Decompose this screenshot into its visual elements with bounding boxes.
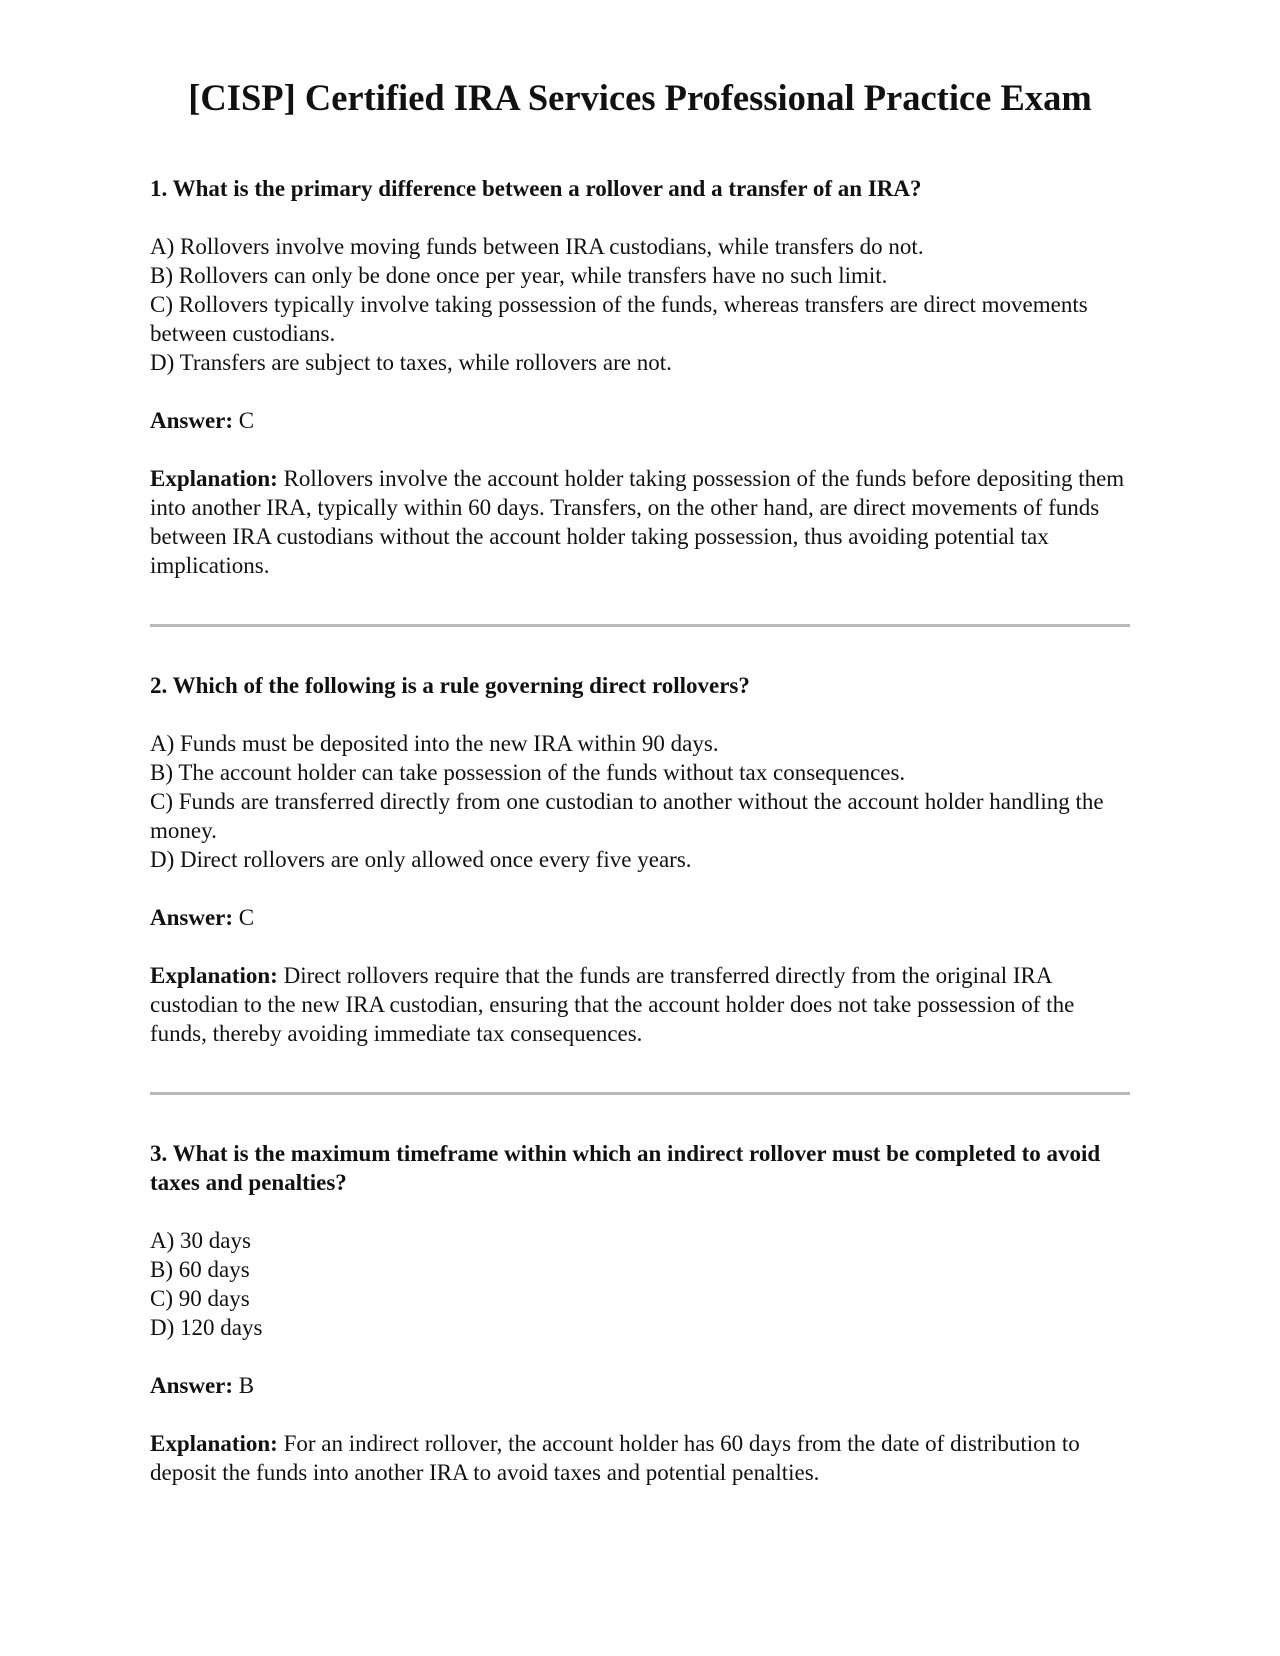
answer-line <box>150 1371 1130 1400</box>
section-divider <box>150 1092 1130 1095</box>
explanation <box>150 1429 1130 1487</box>
answer-label: Answer: <box>150 408 234 433</box>
option-c: C) 90 days <box>150 1286 250 1311</box>
explanation <box>150 961 1130 1048</box>
question-2 <box>150 671 1130 1048</box>
option-c: C) Rollovers typically involve taking possession of the funds, whereas transfers are direct movements between custodians. <box>150 292 1088 346</box>
option-c: C) Funds are transferred directly from one custodian to another without the account holder handling the money. <box>150 789 1104 843</box>
answer-line <box>150 406 1130 435</box>
option-a: A) Rollovers involve moving funds between IRA custodians, while transfers do not. <box>150 234 924 259</box>
question-3 <box>150 1139 1130 1487</box>
option-b: B) The account holder can take possession of the funds without tax consequences. <box>150 760 906 785</box>
question-text: 2. Which of the following is a rule governing direct rollovers? <box>150 673 750 698</box>
option-d: D) Transfers are subject to taxes, while rollovers are not. <box>150 350 672 375</box>
answer-line <box>150 903 1130 932</box>
option-a: A) Funds must be deposited into the new IRA within 90 days. <box>150 731 719 756</box>
answer-value: C <box>238 905 255 930</box>
option-b: B) 60 days <box>150 1257 250 1282</box>
answer-value: C <box>238 408 255 433</box>
page-title: [CISP] Certified IRA Services Professional Practice Exam <box>188 77 1092 118</box>
answer-value: B <box>238 1373 255 1398</box>
answer-options <box>150 729 1130 874</box>
explanation <box>150 464 1130 580</box>
question-text: 1. What is the primary difference between a rollover and a transfer of an IRA? <box>150 176 922 201</box>
explanation-label: Explanation: <box>150 466 278 491</box>
explanation-text: For an indirect rollover, the account holder has 60 days from the date of distribution to deposit the funds into another IRA to avoid taxes and potential penalties. <box>150 1431 1080 1485</box>
question-text: 3. What is the maximum timeframe within which an indirect rollover must be completed to avoid taxes and penalties? <box>150 1141 1101 1195</box>
explanation-text: Direct rollovers require that the funds are transferred directly from the original IRA custodian to the new IRA custodian, ensuring that the account holder does not take possession of the funds, thereby avoiding immediate tax consequences. <box>150 963 1075 1046</box>
explanation-label: Explanation: <box>150 963 278 988</box>
option-d: D) 120 days <box>150 1315 263 1340</box>
explanation-label: Explanation: <box>150 1431 278 1456</box>
option-d: D) Direct rollovers are only allowed once every five years. <box>150 847 692 872</box>
option-a: A) 30 days <box>150 1228 251 1253</box>
answer-label: Answer: <box>150 905 234 930</box>
explanation-text: Rollovers involve the account holder taking possession of the funds before depositing them into another IRA, typically within 60 days. Transfers, on the other hand, are direct movements of funds between IRA custodians without the account holder taking possession, thus avoiding potential tax implications. <box>150 466 1125 578</box>
option-b: B) Rollovers can only be done once per year, while transfers have no such limit. <box>150 263 888 288</box>
answer-label: Answer: <box>150 1373 234 1398</box>
answer-options <box>150 1226 1130 1342</box>
section-divider <box>150 624 1130 627</box>
question-1 <box>150 174 1130 580</box>
answer-options <box>150 232 1130 377</box>
